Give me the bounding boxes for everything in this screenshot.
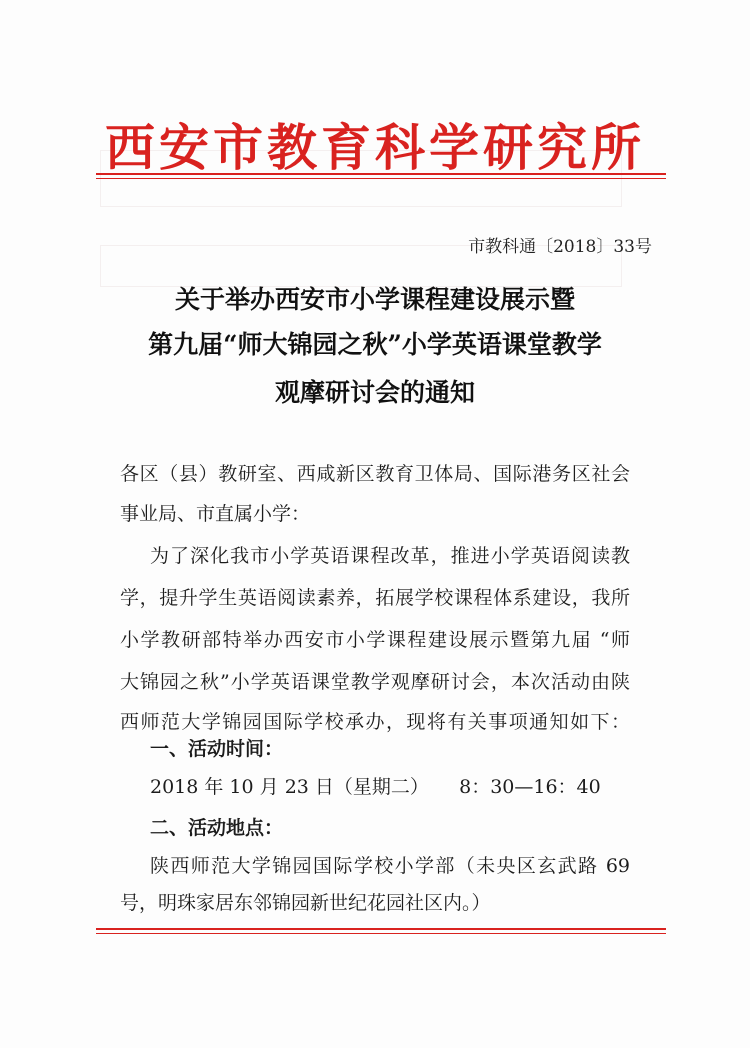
document-title-line-1: 关于举办西安市小学课程建设展示暨 [174,285,575,314]
section-heading-location: 二、活动地点： [150,817,284,839]
recipients-line: 各区（县）教研室、西咸新区教育卫体局、国际港务区社会 [120,463,630,485]
header-red-rule [96,173,666,175]
event-time: 2018 年 10 月 23 日（星期二） 8：30—16：40 [150,776,601,798]
document-number: 市教科通〔2018〕33号 [468,237,652,257]
header-red-rule-thin [96,178,666,179]
issuing-organization: 西安市教育科学研究所 [105,118,645,177]
intro-paragraph-line: 为了深化我市小学英语课程改革，推进小学英语阅读教 [150,545,630,567]
intro-paragraph-line: 大锦园之秋”小学英语课堂教学观摩研讨会，本次活动由陕 [120,671,630,693]
event-location-line: 号，明珠家居东邻锦园新世纪花园社区内。） [120,892,491,914]
event-location-line: 陕西师范大学锦园国际学校小学部（未央区玄武路 69 [150,855,630,877]
section-heading-time: 一、活动时间： [150,738,284,760]
footer-red-rule [96,928,666,930]
intro-paragraph-line: 西师范大学锦园国际学校承办，现将有关事项通知如下： [120,711,630,733]
document-title-line-3: 观摩研讨会的通知 [274,378,475,407]
recipients-line: 事业局、市直属小学： [120,503,311,525]
intro-paragraph-line: 学，提升学生英语阅读素养，拓展学校课程体系建设，我所 [120,587,630,609]
document-title-line-2: 第九届“师大锦园之秋”小学英语课堂教学 [148,330,602,359]
footer-red-rule-thin [96,933,666,934]
intro-paragraph-line: 小学教研部特举办西安市小学课程建设展示暨第九届 “师 [120,629,630,651]
